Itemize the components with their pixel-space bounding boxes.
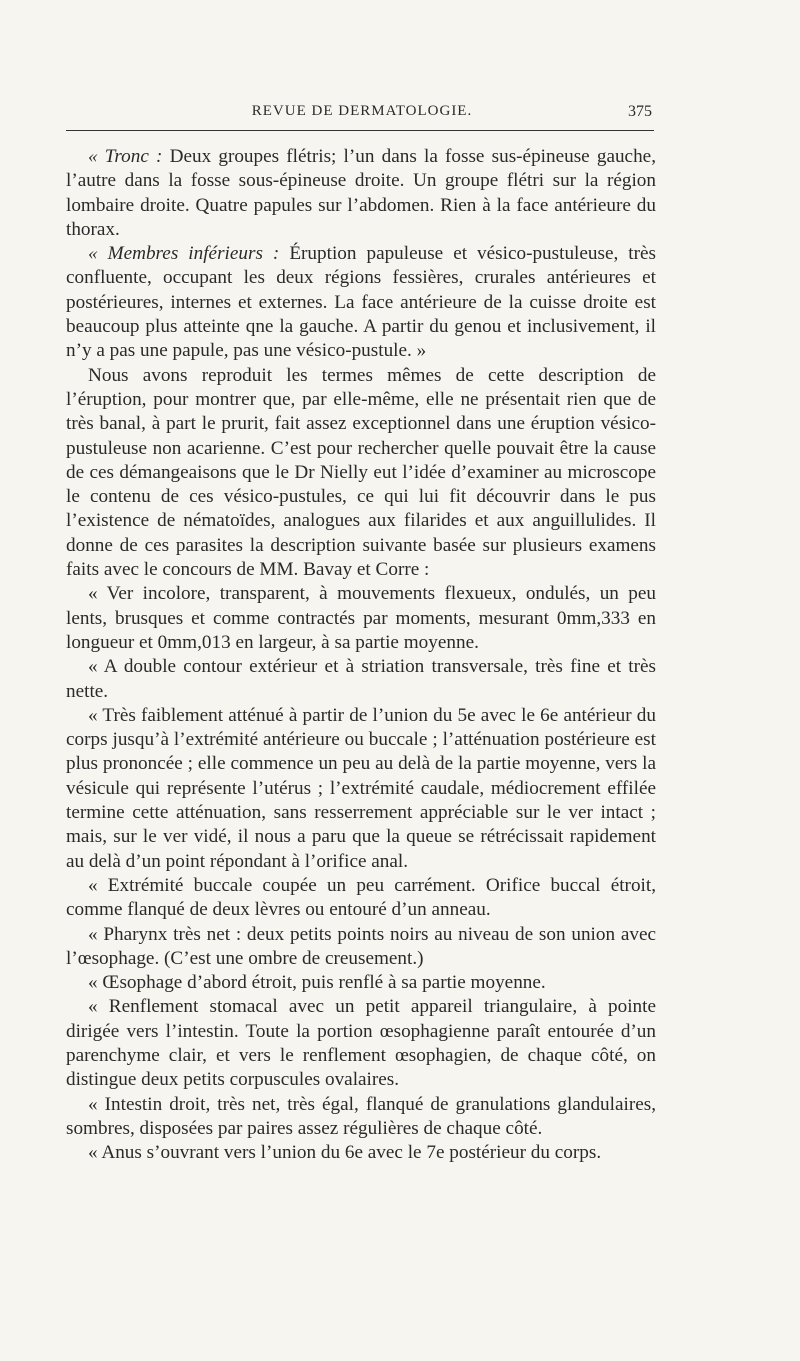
paragraph-text: « Anus s’ouvrant vers l’union du 6e avec le 7e postérieur du corps.: [88, 1142, 602, 1164]
paragraph-text: « Intestin droit, très net, très égal, flanqué de granulations glandulaires, sombres, disposées par paires assez régulières de chaque côté.: [66, 1093, 656, 1139]
paragraph-text: « Ver incolore, transparent, à mouvements flexueux, ondulés, un peu lents, brusques et comme contractés par moments, mesurant 0mm,333 en longueur et 0mm,013 en largeur, à sa partie moyenne.: [66, 583, 656, 653]
paragraph: [66, 995, 656, 1092]
paragraph: [66, 874, 656, 923]
running-title: REVUE DE DERMATOLOGIE.: [251, 103, 473, 119]
paragraph: [66, 923, 656, 972]
paragraph-text: « Œsophage d’abord étroit, puis renflé à sa partie moyenne.: [88, 972, 546, 994]
paragraph-text: « Renflement stomacal avec un petit appareil triangulaire, à pointe dirigée vers l’intestin. Toute la portion œsophagienne paraît entourée d’un parenchyme clair, et vers le renflement œsophagien, de chaque côté, on distingue deux petits corpuscules ovalaires.: [66, 996, 656, 1091]
paragraph-text: « Pharynx très net : deux petits points noirs au niveau de son union avec l’œsophage. (C’est une ombre de creusement.): [66, 923, 656, 969]
running-head: [68, 103, 656, 125]
paragraph: [66, 971, 656, 995]
header-rule: [66, 130, 654, 131]
page-number: 375: [628, 103, 652, 120]
paragraph: [66, 655, 656, 704]
paragraph: [66, 242, 656, 363]
paragraph: [66, 364, 656, 583]
body-text: [66, 145, 656, 1165]
paragraph-text: « Extrémité buccale coupée un peu carrément. Orifice buccal étroit, comme flanqué de deux lèvres ou entouré d’un anneau.: [66, 874, 656, 921]
paragraph-text: Éruption papuleuse et vésico-pustuleuse, très confluente, occupant les deux régions fessières, crurales antérieures et postérieures, internes et externes. La face antérieure de la cuisse droite est beaucoup plus atteinte qne la gauche. A partir du genou et inclusivement, il n’y a pas une papule, pas une vésico-pustule. »: [66, 243, 656, 362]
paragraph: [66, 704, 656, 874]
paragraph-text: Nous avons reproduit les termes mêmes de cette description de l’éruption, pour montrer que, par elle-même, elle ne présentait rien que de très banal, à part le prurit, fait assez exceptionnel dans une éruption vésico-pustuleuse non acarienne. C’est pour rechercher quelle pouvait être la cause de ces démangeaisons que le Dr Nielly eut l’idée d’examiner au microscope le contenu de ces vésico-pustules, ce qui lui fit découvrir dans le pus l’existence de nématoïdes, analogues aux filarides et aux anguillulides. Il donne de ces parasites la description suivante basée sur plusieurs examens faits avec le concours de MM. Bavay et Corre :: [66, 364, 656, 581]
paragraph-text: Deux groupes flétris; l’un dans la fosse sus-épineuse gauche, l’autre dans la fosse sous-épineuse droite. Un groupe flétri sur la région lombaire droite. Quatre papules sur l’abdomen. Rien à la face antérieure du thorax.: [66, 146, 656, 240]
paragraph: [66, 1141, 656, 1165]
paragraph: [66, 1093, 656, 1142]
paragraph: [66, 582, 656, 655]
paragraph: [66, 145, 656, 242]
paragraph-text: « Très faiblement atténué à partir de l’union du 5e avec le 6e antérieur du corps jusqu’à l’extrémité antérieure ou buccale ; l’atténuation postérieure est plus prononcée ; elle commence un peu au delà de la partie moyenne, vers la vésicule qui représente l’utérus ; l’extrémité caudale, médiocrement effilée termine cette atténuation, sans resserrement appréciable sur le ver intact ; mais, sur le ver vidé, il nous a paru que la queue se rétrécissait rapidement au delà d’un point répondant à l’orifice anal.: [66, 704, 656, 872]
paragraph-text: « A double contour extérieur et à striation transversale, très fine et très nette.: [66, 656, 656, 702]
paragraph-lead: « Membres inférieurs :: [88, 243, 280, 265]
paragraph-lead: « Tronc :: [88, 146, 163, 167]
